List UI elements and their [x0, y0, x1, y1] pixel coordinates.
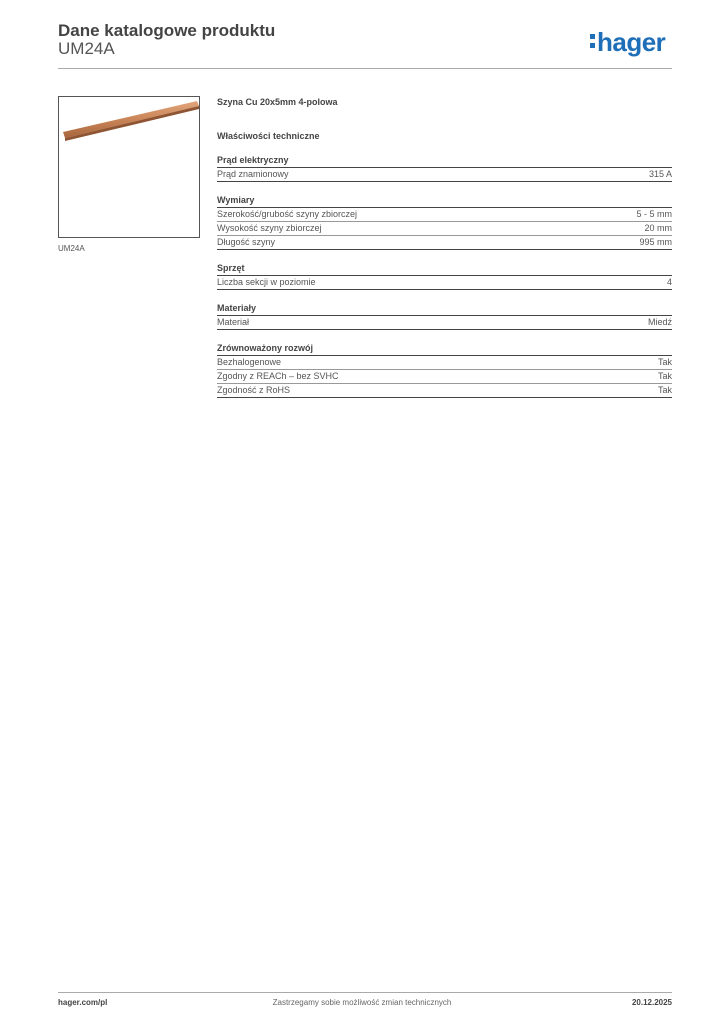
spec-section — [217, 194, 672, 250]
spec-value: 4 — [666, 277, 672, 287]
footer-date: 20.12.2025 — [631, 998, 672, 1007]
spec-label: Liczba sekcji w poziomie — [217, 277, 316, 287]
copper-busbar-icon — [59, 97, 199, 237]
spec-row — [217, 316, 672, 330]
technical-properties-heading: Właściwości techniczne — [217, 131, 320, 141]
spec-row — [217, 236, 672, 250]
spec-value: Miedź — [647, 317, 672, 327]
section-title: Prąd elektryczny — [217, 154, 672, 168]
product-name: Szyna Cu 20x5mm 4-polowa — [217, 97, 338, 107]
hager-logo[interactable] — [590, 28, 665, 56]
spec-section — [217, 342, 672, 398]
spec-row — [217, 384, 672, 398]
spec-section — [217, 302, 672, 330]
footer-divider — [58, 992, 672, 993]
spec-row — [217, 370, 672, 384]
section-title: Zrównoważony rozwój — [217, 342, 672, 356]
spec-label: Długość szyny — [217, 237, 276, 247]
logo-dots-icon — [590, 32, 595, 50]
spec-label: Prąd znamionowy — [217, 169, 289, 179]
logo-text: hager — [597, 27, 666, 57]
section-title: Sprzęt — [217, 262, 672, 276]
spec-sections — [217, 154, 672, 398]
spec-value: Tak — [657, 357, 672, 367]
spec-section — [217, 262, 672, 290]
spec-label: Zgodny z REACh – bez SVHC — [217, 371, 339, 381]
spec-row — [217, 222, 672, 236]
spec-panel — [217, 96, 672, 398]
spec-row — [217, 356, 672, 370]
spec-value: 20 mm — [644, 223, 672, 233]
spec-value: 315 A — [648, 169, 672, 179]
product-code: UM24A — [58, 39, 115, 58]
spec-section — [217, 154, 672, 182]
spec-label: Materiał — [217, 317, 250, 327]
footer-website-link[interactable]: hager.com/pl — [58, 998, 108, 1007]
spec-row — [217, 208, 672, 222]
spec-value: 995 mm — [639, 237, 672, 247]
image-caption: UM24A — [58, 244, 85, 253]
spec-label: Wysokość szyny zbiorczej — [217, 223, 322, 233]
header-divider — [58, 68, 672, 69]
spec-value: 5 - 5 mm — [636, 209, 672, 219]
spec-row — [217, 168, 672, 182]
spec-row — [217, 276, 672, 290]
spec-label: Bezhalogenowe — [217, 357, 282, 367]
spec-label: Zgodność z RoHS — [217, 385, 291, 395]
spec-value: Tak — [657, 371, 672, 381]
page-title: Dane katalogowe produktu — [58, 21, 276, 40]
spec-value: Tak — [657, 385, 672, 395]
footer-notice: Zastrzegamy sobie możliwość zmian technicznych — [272, 998, 452, 1007]
section-title: Materiały — [217, 302, 672, 316]
spec-label: Szerokość/grubość szyny zbiorczej — [217, 209, 358, 219]
section-title: Wymiary — [217, 194, 672, 208]
product-image-frame — [58, 96, 200, 238]
